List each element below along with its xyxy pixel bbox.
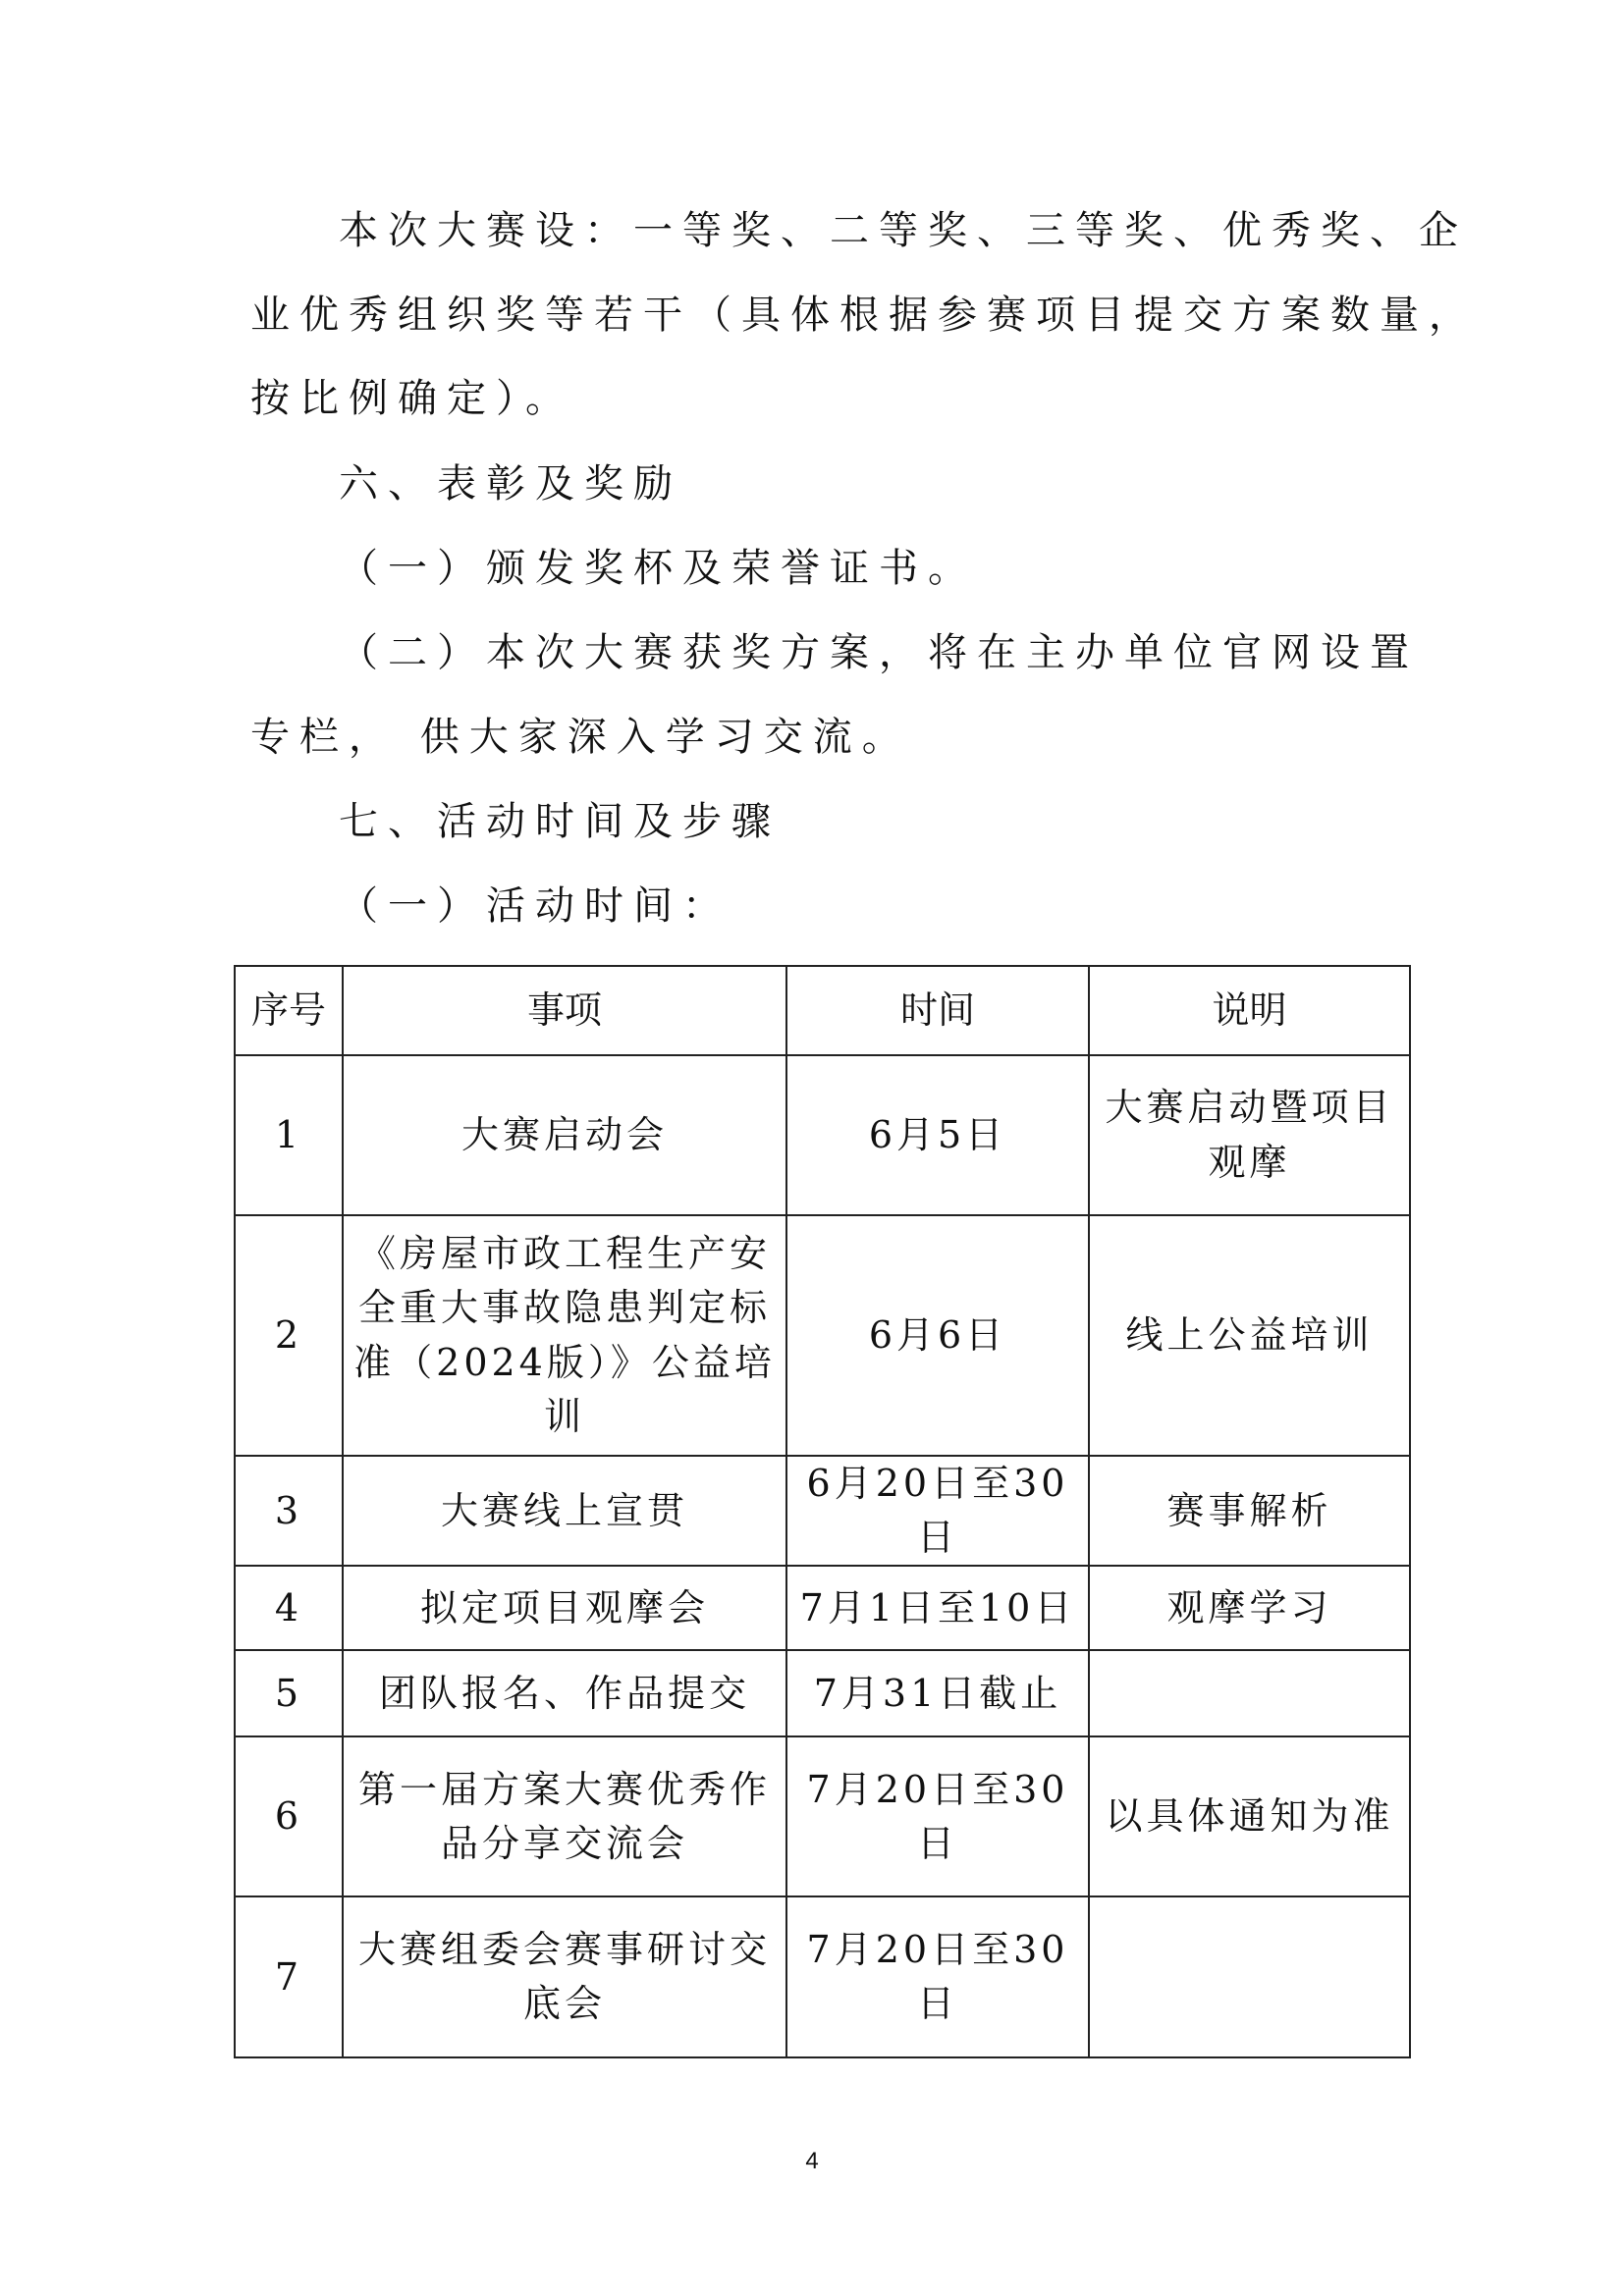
cell-item: 团队报名、作品提交 [343,1650,786,1736]
cell-time: 7月20日至30日 [786,1896,1089,2057]
table-row [235,1566,1410,1650]
cell-time: 7月31日截止 [786,1650,1089,1736]
cell-note: 大赛启动暨项目观摩 [1089,1055,1410,1215]
header-time: 时间 [786,966,1089,1055]
cell-time: 7月1日至10日 [786,1566,1089,1650]
page-number: 4 [805,2148,819,2174]
header-note: 说明 [1089,966,1410,1055]
paragraph-6-2-cont: 专栏， 供大家深入学习交流。 [250,715,911,760]
header-no: 序号 [235,966,343,1055]
cell-item: 大赛启动会 [343,1055,786,1215]
paragraph-6-2: （二）本次大赛获奖方案，将在主办单位官网设置 [339,630,1419,675]
cell-note [1089,1896,1410,2057]
cell-item: 拟定项目观摩会 [343,1566,786,1650]
cell-no: 5 [235,1650,343,1736]
cell-item: 第一届方案大赛优秀作品分享交流会 [343,1736,786,1896]
paragraph-7-1: （一）活动时间： [339,883,731,929]
section-heading-7: 七、活动时间及步骤 [339,799,781,844]
cell-note: 赛事解析 [1089,1456,1410,1566]
cell-time: 6月20日至30日 [786,1456,1089,1566]
table-row [235,1650,1410,1736]
cell-item: 《房屋市政工程生产安全重大事故隐患判定标准（2024版）》公益培训 [343,1215,786,1456]
paragraph-awards-cont-1: 业优秀组织奖等若干（具体根据参赛项目提交方案数量， [250,293,1478,338]
cell-no: 1 [235,1055,343,1215]
cell-no: 7 [235,1896,343,2057]
header-item: 事项 [343,966,786,1055]
cell-item: 大赛组委会赛事研讨交底会 [343,1896,786,2057]
cell-no: 2 [235,1215,343,1456]
table-row [235,1456,1410,1566]
cell-no: 3 [235,1456,343,1566]
cell-no: 6 [235,1736,343,1896]
section-heading-6: 六、表彰及奖励 [339,461,682,507]
paragraph-awards-cont-2: 按比例确定）。 [250,376,574,421]
cell-note [1089,1650,1410,1736]
schedule-table [234,965,1411,2058]
table-row [235,1896,1410,2057]
table-header-row [235,966,1410,1055]
cell-item: 大赛线上宣贯 [343,1456,786,1566]
cell-no: 4 [235,1566,343,1650]
paragraph-awards: 本次大赛设：一等奖、二等奖、三等奖、优秀奖、企 [339,208,1468,253]
paragraph-6-1: （一）颁发奖杯及荣誉证书。 [339,546,977,591]
table-row [235,1736,1410,1896]
table-row [235,1055,1410,1215]
cell-time: 6月6日 [786,1215,1089,1456]
cell-note: 观摩学习 [1089,1566,1410,1650]
cell-time: 7月20日至30日 [786,1736,1089,1896]
cell-time: 6月5日 [786,1055,1089,1215]
table-row [235,1215,1410,1456]
cell-note: 线上公益培训 [1089,1215,1410,1456]
cell-note: 以具体通知为准 [1089,1736,1410,1896]
